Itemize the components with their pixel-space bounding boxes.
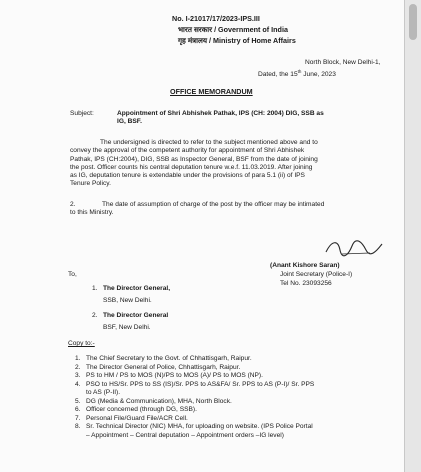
para2-line: The date of assumption of charge of the post by the officer may be intimated (102, 201, 325, 208)
memo-title: OFFICE MEMORANDUM (170, 87, 253, 96)
subject-label: Subject: (70, 110, 94, 117)
recipient-1-num: 1. (92, 285, 98, 292)
copy-1-num: 1. (75, 355, 81, 362)
copy-2-num: 2. (75, 363, 81, 371)
para2-line: to this Ministry. (70, 209, 114, 217)
copy-3-text: PS to HM / PS to MOS (N)/PS to MOS (A)/ PS to MOS (NP). (86, 372, 263, 379)
signatory-tel: Tel No. 23093256 (280, 280, 332, 287)
signatory-designation: Joint Secretary (Police-I) (280, 271, 353, 278)
para2-number: 2. (70, 201, 76, 208)
para1-line: the post. Officer counts his central deputation tenure w.e.f. 11.03.2019. After joining (70, 163, 313, 171)
address-place: North Block, New Delhi-1, (305, 59, 381, 66)
paragraph-1 (70, 139, 318, 147)
copy-5-text: DG (Media & Communication), MHA, North Block. (86, 397, 232, 405)
scrollbar-thumb[interactable] (409, 4, 417, 40)
government-line: भारत सरकार / Government of India (178, 25, 288, 34)
subject-line-2: IG, BSF. (117, 118, 142, 126)
para1-line: convey the approval of the competent authority for appointment of Shri Abhishek (70, 147, 305, 155)
copy-3-num: 3. (75, 372, 81, 379)
date-suffix: th (297, 69, 302, 74)
subject-text (117, 110, 324, 127)
copy-4-text-cont: to AS (P-II). (86, 389, 121, 396)
signatory-name: (Anant Kishore Saran) (270, 262, 340, 269)
paragraph-2 (102, 201, 324, 209)
recipient-1-title: The Director General, (103, 285, 171, 292)
recipient-2-title: The Director General (103, 312, 169, 319)
file-number: No. I-21017/17/2023-IPS.III (172, 14, 260, 23)
para1-line: as IG, deputation tenure is extendable under the provisions of para 5.1 (ii) of IPS (70, 172, 305, 180)
copy-8-num: 8. (75, 423, 81, 430)
copy-5-num: 5. (75, 397, 81, 405)
recipient-2-num: 2. (92, 312, 98, 319)
copy-1-text: The Chief Secretary to the Govt. of Chhattisgarh, Raipur. (86, 355, 252, 362)
subject-line-1: Appointment of Shri Abhishek Pathak, IPS (CH: 2004) DIG, SSB as (117, 110, 324, 117)
copy-7-num: 7. (75, 414, 81, 422)
copy-8-text: Sr. Technical Director (NIC) MHA, for uploading on website. (IPS Police Portal (86, 423, 313, 430)
copy-4-text: PSO to HS/Sr. PPS to SS (IS)/Sr. PPS to AS&FA/ Sr. PPS to AS (P-I)/ Sr. PPS (86, 380, 315, 388)
vertical-scrollbar[interactable] (404, 0, 421, 472)
para1-line: Tenure Policy. (70, 180, 111, 188)
copy-6-text: Officer concerned (through DG, SSB). (86, 406, 197, 413)
para1-line: Pathak, IPS (CH:2004), DIG, SSB as Inspector General, BSF from the date of joining (70, 155, 318, 163)
to-label: To, (68, 271, 77, 278)
recipient-2-place: BSF, New Delhi. (103, 324, 151, 331)
copy-6-num: 6. (75, 406, 81, 413)
date-prefix: Dated, the (258, 71, 289, 79)
date-day: 15 (290, 71, 298, 79)
paragraph-1-cont (70, 147, 318, 188)
copy-2-text: The Director General of Police, Chhattisgarh, Raipur. (86, 363, 241, 371)
copy-7-text: Personal File/Guard File/ACR Cell. (86, 414, 188, 422)
recipient-1-place: SSB, New Delhi. (103, 297, 152, 304)
copy-to-label: Copy to:- (68, 340, 95, 347)
signature-mark (322, 238, 386, 258)
copy-4-num: 4. (75, 380, 81, 388)
copy-8-text-cont: – Appointment – Central deputation – Appointment orders –IG level) (86, 431, 284, 439)
paragraph-2-cont (70, 209, 113, 217)
ministry-line: गृह मंत्रालय / Ministry of Home Affairs (178, 36, 296, 45)
date-rest: June, 2023 (303, 71, 336, 79)
para1-line: The undersigned is directed to refer to the subject mentioned above and to (100, 139, 318, 146)
memo-date (258, 68, 336, 79)
